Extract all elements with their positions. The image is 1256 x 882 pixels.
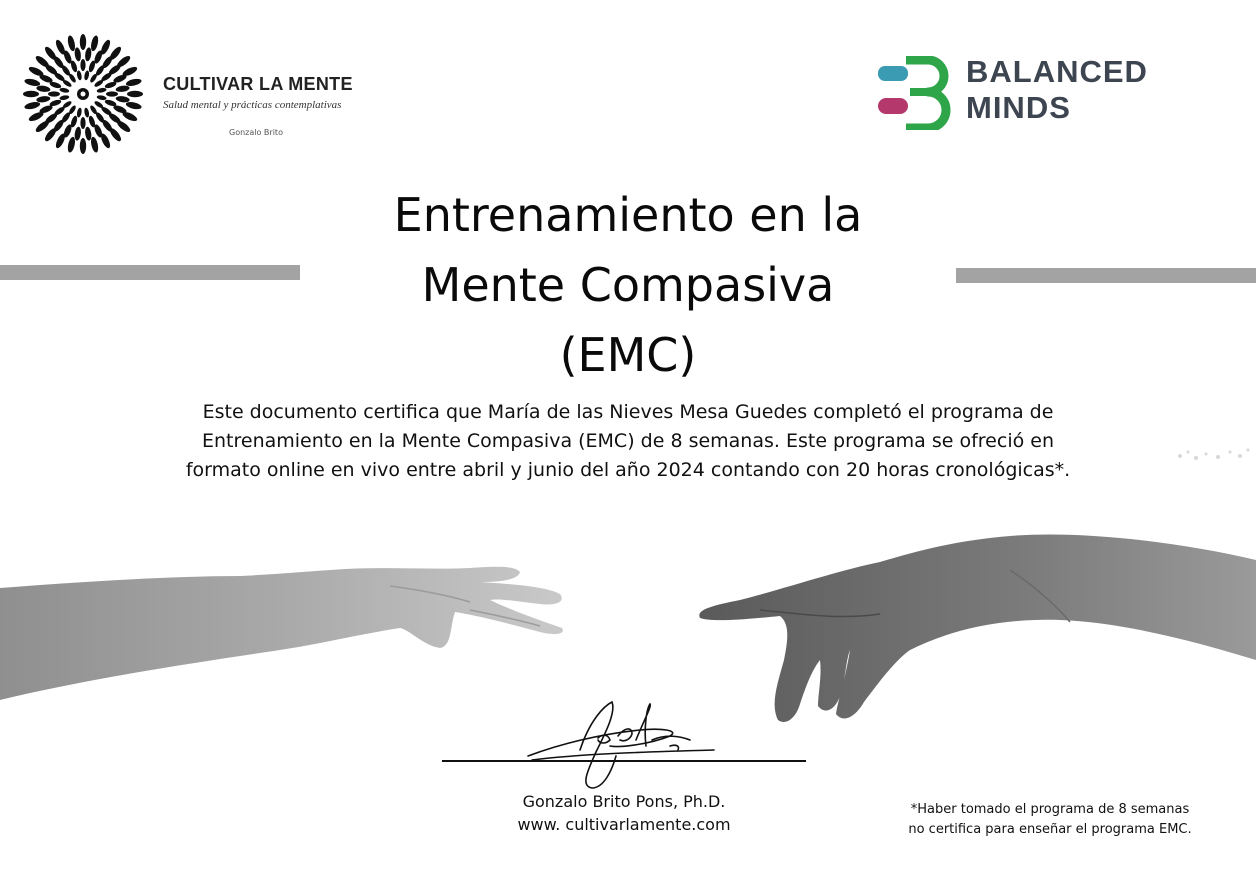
cultivar-brand — [163, 74, 353, 137]
left-hand — [0, 567, 563, 700]
cultivar-brand-tagline: Salud mental y prácticas contemplativas — [163, 99, 342, 111]
cultivar-brand-name: CULTIVAR LA MENTE — [163, 74, 353, 94]
balanced-minds-line1: BALANCED — [966, 54, 1148, 89]
certificate-title — [280, 180, 976, 390]
balanced-minds-line2: MINDS — [966, 90, 1071, 125]
certificate-body — [90, 398, 1166, 485]
certificate-body-line2: Entrenamiento en la Mente Compasiva (EMC) de 8 semanas. Este programa se ofreció en — [201, 430, 1054, 452]
certificate-title-line3: (EMC) — [559, 328, 697, 382]
decorative-bar-left — [0, 265, 300, 280]
faint-decoration — [1170, 440, 1256, 470]
footnote — [870, 800, 1230, 840]
signer-block — [442, 790, 806, 836]
footnote-line2: no certifica para enseñar el programa EMC. — [908, 822, 1192, 837]
signature-line — [442, 760, 806, 762]
certificate-body-line1: Este documento certifica que María de las Nieves Mesa Guedes completó el programa de — [202, 401, 1054, 423]
decorative-bar-right — [956, 268, 1256, 283]
certificate-body-line3: formato online en vivo entre abril y junio del año 2024 contando con 20 horas cronológicas*. — [185, 459, 1071, 481]
certificate-title-line2: Mente Compasiva — [421, 258, 835, 312]
handwritten-signature — [520, 700, 720, 792]
right-hand — [699, 534, 1256, 722]
signer-name: Gonzalo Brito Pons, Ph.D. — [522, 792, 726, 811]
balanced-minds-brand — [966, 54, 1148, 126]
balanced-minds-b-icon — [876, 56, 956, 130]
cultivar-brand-author: Gonzalo Brito — [229, 128, 283, 137]
certificate-title-line1: Entrenamiento en la — [393, 188, 863, 242]
mandala-icon — [18, 32, 148, 156]
signer-website[interactable]: www. cultivarlamente.com — [517, 815, 731, 834]
footnote-line1: *Haber tomado el programa de 8 semanas — [910, 802, 1190, 817]
